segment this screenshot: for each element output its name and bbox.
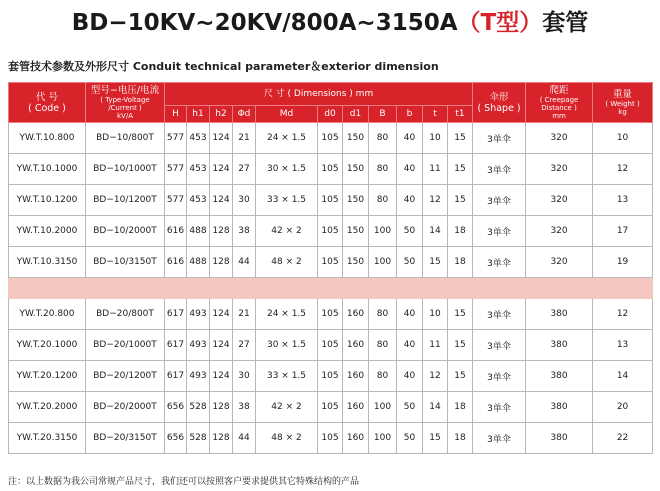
cell-d0: 105 <box>318 423 343 454</box>
footnote: 注：以上数据为我公司常规产品尺寸，我们还可以按照客户要求提供其它特殊结构的产品 <box>8 477 360 487</box>
title-type: T型 <box>480 10 520 36</box>
table-row <box>9 123 653 154</box>
cell-md: 48 × 2 <box>256 423 318 454</box>
cell-d: 21 <box>233 123 256 154</box>
cell-d: 38 <box>233 392 256 423</box>
group-separator-row <box>9 278 653 299</box>
cell-creep: 320 <box>526 154 593 185</box>
cell-md: 30 × 1.5 <box>256 330 318 361</box>
cell-code: YW.T.20.1200 <box>9 361 86 392</box>
cell-weight: 19 <box>593 247 653 278</box>
cell-d1: 160 <box>343 330 369 361</box>
cell-b: 40 <box>397 123 423 154</box>
cell-b: 40 <box>397 154 423 185</box>
cell-creep: 380 <box>526 392 593 423</box>
header-dim-d0: d0 <box>318 106 343 123</box>
table-header <box>9 83 653 123</box>
cell-t: 10 <box>423 299 448 330</box>
header-dim-h1: h1 <box>187 106 210 123</box>
cell-t1: 18 <box>448 247 473 278</box>
cell-d1: 150 <box>343 154 369 185</box>
cell-h1: 453 <box>187 154 210 185</box>
cell-md: 42 × 2 <box>256 392 318 423</box>
cell-md: 24 × 1.5 <box>256 299 318 330</box>
cell-code: YW.T.20.2000 <box>9 392 86 423</box>
section-subtitle: 套管技术参数及外形尺寸 Conduit technical parameter＆exterior dimension <box>8 60 439 73</box>
cell-d0: 105 <box>318 123 343 154</box>
cell-h: 617 <box>165 299 187 330</box>
cell-b: 50 <box>397 247 423 278</box>
cell-t: 10 <box>423 123 448 154</box>
header-dim-b: b <box>397 106 423 123</box>
cell-shape: 3单伞 <box>473 299 526 330</box>
cell-d: 38 <box>233 216 256 247</box>
cell-t1: 15 <box>448 154 473 185</box>
cell-d: 44 <box>233 247 256 278</box>
cell-d1: 160 <box>343 392 369 423</box>
cell-d0: 105 <box>318 299 343 330</box>
cell-t1: 15 <box>448 330 473 361</box>
cell-h: 577 <box>165 154 187 185</box>
title-paren-close: ） <box>519 10 543 36</box>
cell-b: 40 <box>397 185 423 216</box>
cell-md: 33 × 1.5 <box>256 185 318 216</box>
table-row <box>9 330 653 361</box>
cell-h2: 128 <box>210 392 233 423</box>
cell-weight: 22 <box>593 423 653 454</box>
cell-b: 100 <box>369 423 397 454</box>
cell-code: YW.T.20.1000 <box>9 330 86 361</box>
cell-shape: 3单伞 <box>473 154 526 185</box>
cell-h: 656 <box>165 392 187 423</box>
cell-type: BD−10/1200T <box>86 185 165 216</box>
page-title <box>0 4 660 37</box>
cell-h1: 528 <box>187 423 210 454</box>
cell-h1: 453 <box>187 185 210 216</box>
cell-md: 48 × 2 <box>256 247 318 278</box>
title-suffix: 套管 <box>542 10 589 36</box>
cell-d: 27 <box>233 330 256 361</box>
cell-h2: 124 <box>210 154 233 185</box>
cell-h2: 128 <box>210 247 233 278</box>
header-dim-d1: d1 <box>343 106 369 123</box>
cell-d: 44 <box>233 423 256 454</box>
cell-type: BD−20/800T <box>86 299 165 330</box>
cell-b: 40 <box>397 299 423 330</box>
header-dim-B: B <box>369 106 397 123</box>
cell-t: 15 <box>423 423 448 454</box>
cell-shape: 3单伞 <box>473 216 526 247</box>
cell-weight: 10 <box>593 123 653 154</box>
cell-shape: 3单伞 <box>473 330 526 361</box>
header-dim-H: H <box>165 106 187 123</box>
cell-code: YW.T.10.800 <box>9 123 86 154</box>
cell-h1: 493 <box>187 299 210 330</box>
cell-md: 42 × 2 <box>256 216 318 247</box>
header-code: 代 号 ( Code ) <box>9 83 86 123</box>
header-dim-t: t <box>423 106 448 123</box>
header-creepage: 爬距 ( Creepage Distance ) mm <box>526 83 593 123</box>
cell-weight: 12 <box>593 299 653 330</box>
cell-creep: 320 <box>526 247 593 278</box>
cell-t: 11 <box>423 154 448 185</box>
cell-t: 12 <box>423 361 448 392</box>
cell-shape: 3单伞 <box>473 185 526 216</box>
title-paren-open: （ <box>457 10 481 36</box>
cell-h: 617 <box>165 361 187 392</box>
cell-h1: 493 <box>187 330 210 361</box>
cell-t: 15 <box>423 247 448 278</box>
cell-code: YW.T.10.3150 <box>9 247 86 278</box>
header-weight: 重量 ( Weight ) kg <box>593 83 653 123</box>
cell-t1: 18 <box>448 216 473 247</box>
cell-b: 80 <box>369 330 397 361</box>
cell-type: BD−20/3150T <box>86 423 165 454</box>
cell-code: YW.T.10.1200 <box>9 185 86 216</box>
table-row <box>9 216 653 247</box>
cell-b: 80 <box>369 361 397 392</box>
cell-d1: 150 <box>343 247 369 278</box>
title-main: BD−10KV~20KV/800A~3150A <box>71 10 458 36</box>
cell-h1: 528 <box>187 392 210 423</box>
cell-type: BD−20/1000T <box>86 330 165 361</box>
cell-h2: 124 <box>210 330 233 361</box>
cell-h: 577 <box>165 123 187 154</box>
cell-creep: 320 <box>526 185 593 216</box>
cell-b: 100 <box>369 247 397 278</box>
cell-b: 40 <box>397 330 423 361</box>
cell-b: 100 <box>369 392 397 423</box>
cell-type: BD−10/2000T <box>86 216 165 247</box>
cell-t1: 15 <box>448 185 473 216</box>
group-separator-band <box>9 278 653 299</box>
cell-weight: 12 <box>593 154 653 185</box>
header-shape: 伞形 ( Shape ) <box>473 83 526 123</box>
cell-h2: 128 <box>210 216 233 247</box>
cell-d1: 150 <box>343 123 369 154</box>
table-body <box>9 123 653 454</box>
cell-t: 14 <box>423 216 448 247</box>
cell-b: 50 <box>397 392 423 423</box>
cell-creep: 320 <box>526 216 593 247</box>
cell-h: 577 <box>165 185 187 216</box>
cell-d1: 160 <box>343 299 369 330</box>
header-dim-h2: h2 <box>210 106 233 123</box>
cell-b: 80 <box>369 154 397 185</box>
cell-d0: 105 <box>318 154 343 185</box>
cell-type: BD−10/1000T <box>86 154 165 185</box>
cell-d: 30 <box>233 185 256 216</box>
cell-md: 30 × 1.5 <box>256 154 318 185</box>
cell-creep: 380 <box>526 299 593 330</box>
cell-d0: 105 <box>318 185 343 216</box>
cell-h: 656 <box>165 423 187 454</box>
cell-weight: 14 <box>593 361 653 392</box>
cell-h2: 124 <box>210 123 233 154</box>
cell-d0: 105 <box>318 361 343 392</box>
cell-shape: 3单伞 <box>473 423 526 454</box>
cell-t1: 18 <box>448 423 473 454</box>
cell-weight: 20 <box>593 392 653 423</box>
cell-t1: 15 <box>448 123 473 154</box>
cell-h1: 493 <box>187 361 210 392</box>
cell-type: BD−10/3150T <box>86 247 165 278</box>
cell-shape: 3单伞 <box>473 361 526 392</box>
cell-type: BD−20/1200T <box>86 361 165 392</box>
cell-code: YW.T.10.1000 <box>9 154 86 185</box>
cell-t1: 15 <box>448 361 473 392</box>
table-row <box>9 361 653 392</box>
cell-d0: 105 <box>318 247 343 278</box>
cell-shape: 3单伞 <box>473 247 526 278</box>
cell-d: 27 <box>233 154 256 185</box>
cell-h: 617 <box>165 330 187 361</box>
header-type: 型号−电压/电流 ( Type-Voltage /Current ) kV/A <box>86 83 165 123</box>
cell-weight: 13 <box>593 185 653 216</box>
cell-shape: 3单伞 <box>473 392 526 423</box>
cell-b: 80 <box>369 123 397 154</box>
cell-h: 616 <box>165 247 187 278</box>
cell-creep: 380 <box>526 361 593 392</box>
cell-code: YW.T.20.800 <box>9 299 86 330</box>
table-row <box>9 154 653 185</box>
header-dim-t1: t1 <box>448 106 473 123</box>
header-dimensions: 尺 寸 ( Dimensions ) mm <box>165 83 473 106</box>
cell-type: BD−10/800T <box>86 123 165 154</box>
table-row <box>9 247 653 278</box>
cell-weight: 13 <box>593 330 653 361</box>
cell-d0: 105 <box>318 392 343 423</box>
cell-h1: 488 <box>187 216 210 247</box>
cell-h1: 453 <box>187 123 210 154</box>
cell-t: 11 <box>423 330 448 361</box>
cell-b: 50 <box>397 423 423 454</box>
cell-d1: 160 <box>343 423 369 454</box>
table-row <box>9 185 653 216</box>
cell-creep: 380 <box>526 330 593 361</box>
cell-t1: 18 <box>448 392 473 423</box>
table-row <box>9 392 653 423</box>
cell-type: BD−20/2000T <box>86 392 165 423</box>
cell-t1: 15 <box>448 299 473 330</box>
cell-b: 100 <box>369 216 397 247</box>
cell-d0: 105 <box>318 216 343 247</box>
cell-b: 40 <box>397 361 423 392</box>
header-dim-Md: Md <box>256 106 318 123</box>
cell-h2: 124 <box>210 361 233 392</box>
cell-shape: 3单伞 <box>473 123 526 154</box>
cell-d0: 105 <box>318 330 343 361</box>
cell-h2: 128 <box>210 423 233 454</box>
cell-t: 14 <box>423 392 448 423</box>
cell-d1: 150 <box>343 185 369 216</box>
table-row <box>9 423 653 454</box>
cell-h2: 124 <box>210 185 233 216</box>
spec-table <box>8 82 653 454</box>
cell-weight: 17 <box>593 216 653 247</box>
table-row <box>9 299 653 330</box>
header-dim-d: Φd <box>233 106 256 123</box>
cell-md: 33 × 1.5 <box>256 361 318 392</box>
cell-b: 80 <box>369 299 397 330</box>
cell-b: 80 <box>369 185 397 216</box>
cell-d: 30 <box>233 361 256 392</box>
cell-d: 21 <box>233 299 256 330</box>
cell-code: YW.T.20.3150 <box>9 423 86 454</box>
cell-h: 616 <box>165 216 187 247</box>
cell-d1: 160 <box>343 361 369 392</box>
cell-code: YW.T.10.2000 <box>9 216 86 247</box>
cell-creep: 320 <box>526 123 593 154</box>
cell-md: 24 × 1.5 <box>256 123 318 154</box>
cell-b: 50 <box>397 216 423 247</box>
cell-creep: 380 <box>526 423 593 454</box>
cell-d1: 150 <box>343 216 369 247</box>
cell-h2: 124 <box>210 299 233 330</box>
cell-t: 12 <box>423 185 448 216</box>
cell-h1: 488 <box>187 247 210 278</box>
